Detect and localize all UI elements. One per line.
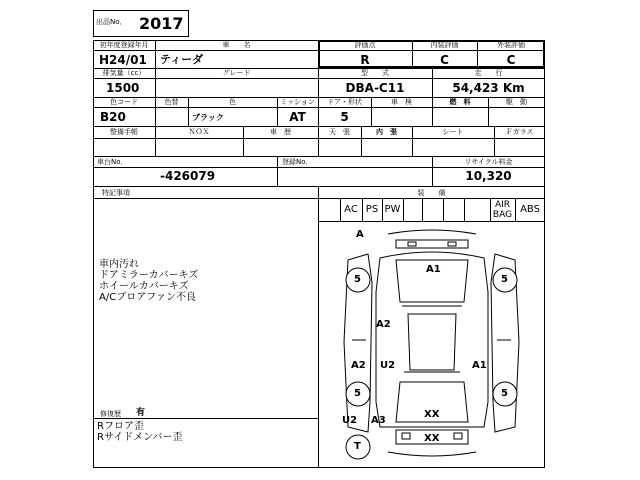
value-repair-history: 有 [136, 408, 146, 418]
equip-pw: PW [384, 204, 401, 215]
label-equipment: 装 備 [417, 189, 446, 197]
remark-line-3: ホイールカバーキズ [99, 281, 189, 292]
remark-line-4: A/Cブロアファン不良 [99, 292, 196, 303]
value-doors: 5 [340, 110, 349, 124]
damage-bottom-center: XX [424, 433, 440, 444]
damage-rear-left: A2 [351, 360, 366, 371]
label-reg-no: 登録No． [282, 158, 313, 166]
label-fuel: 燃 料 [449, 98, 471, 106]
lot-label: 出品No． [96, 18, 127, 26]
damage-front-top: A [356, 229, 364, 240]
label-color-code: 色コード [110, 98, 138, 106]
lot-number: 2017 [139, 14, 184, 33]
damage-rear-right: A1 [472, 360, 487, 371]
label-color: 色 [229, 98, 236, 106]
label-f-glass: Ｆガラス [505, 128, 534, 136]
damage-spare: T [354, 441, 361, 452]
label-history: 車 歴 [270, 128, 291, 136]
remark-line-1: 車内汚れ [99, 259, 139, 270]
damage-front-left-wheel: 5 [354, 274, 361, 285]
label-chassis-no: 車台No． [97, 158, 128, 166]
label-nox: ＮＯＸ [188, 128, 210, 136]
value-interior: C [440, 53, 449, 67]
value-car-name: ティーダ [160, 53, 204, 66]
label-inspection: 車 検 [391, 98, 412, 106]
equip-ac: AC [344, 204, 358, 215]
label-remarks: 特記事項 [102, 189, 130, 197]
label-mileage: 走 行 [474, 69, 503, 77]
label-interior: 内装評価 [430, 41, 459, 49]
damage-trunk: XX [424, 409, 440, 420]
label-doors: ドア・形状 [327, 98, 362, 106]
damage-bottom-left: U2 [342, 415, 358, 426]
label-eval-point: 評価点 [354, 41, 376, 49]
damage-front-right-wheel: 5 [501, 274, 508, 285]
label-car-name: 車 名 [222, 41, 251, 49]
value-displacement: 1500 [106, 81, 140, 95]
label-seat: シート [442, 128, 464, 136]
remark-line-2: ドアミラーカバーキズ [99, 270, 199, 281]
damage-rear-left-wheel: 5 [354, 388, 361, 399]
car-damage-diagram [318, 222, 545, 468]
equip-abs: ABS [520, 204, 540, 215]
label-displacement: 排気量（cc） [102, 69, 146, 77]
damage-rear-right-wheel: 5 [501, 388, 508, 399]
value-eval-point: R [360, 53, 370, 67]
value-color: ブラック [192, 113, 224, 122]
label-grade: グレード [222, 69, 251, 77]
damage-hood: A1 [426, 264, 441, 275]
label-first-reg: 初年度登録年月 [99, 41, 149, 49]
value-exterior: C [506, 53, 516, 67]
value-chassis-no: -426079 [160, 169, 216, 183]
value-transmission: AT [289, 110, 306, 124]
value-recycle-fee: 10,320 [465, 169, 512, 183]
label-sunroof: 天 張 [329, 128, 350, 136]
repair-line-2: Rサイドメンバー歪 [97, 432, 183, 443]
label-interior-trim: 内 張 [376, 128, 397, 136]
value-mileage: 54,423 Km [452, 81, 525, 95]
label-exterior: 外装評価 [497, 41, 525, 49]
repair-line-1: Rフロア歪 [97, 421, 144, 432]
damage-bottom-left2: A3 [371, 415, 386, 426]
label-color-type: 色替 [164, 98, 179, 106]
label-drive: 駆 動 [506, 98, 527, 106]
damage-left-door: A2 [376, 319, 391, 330]
label-model: 型 式 [361, 69, 389, 77]
value-first-reg: H24/01 [99, 53, 147, 67]
value-color-code: B20 [100, 110, 126, 124]
damage-rear-center: U2 [380, 360, 396, 371]
equip-ps: PS [365, 204, 379, 215]
value-model: DBA-C11 [345, 81, 405, 95]
label-service-book: 整備手帳 [110, 128, 138, 136]
equip-airbag: AIR BAG [492, 200, 513, 220]
label-recycle-fee: リサイクル料金 [464, 158, 513, 166]
label-transmission: ミッション [280, 98, 315, 106]
label-repair-history: 修復歴 [100, 410, 121, 418]
